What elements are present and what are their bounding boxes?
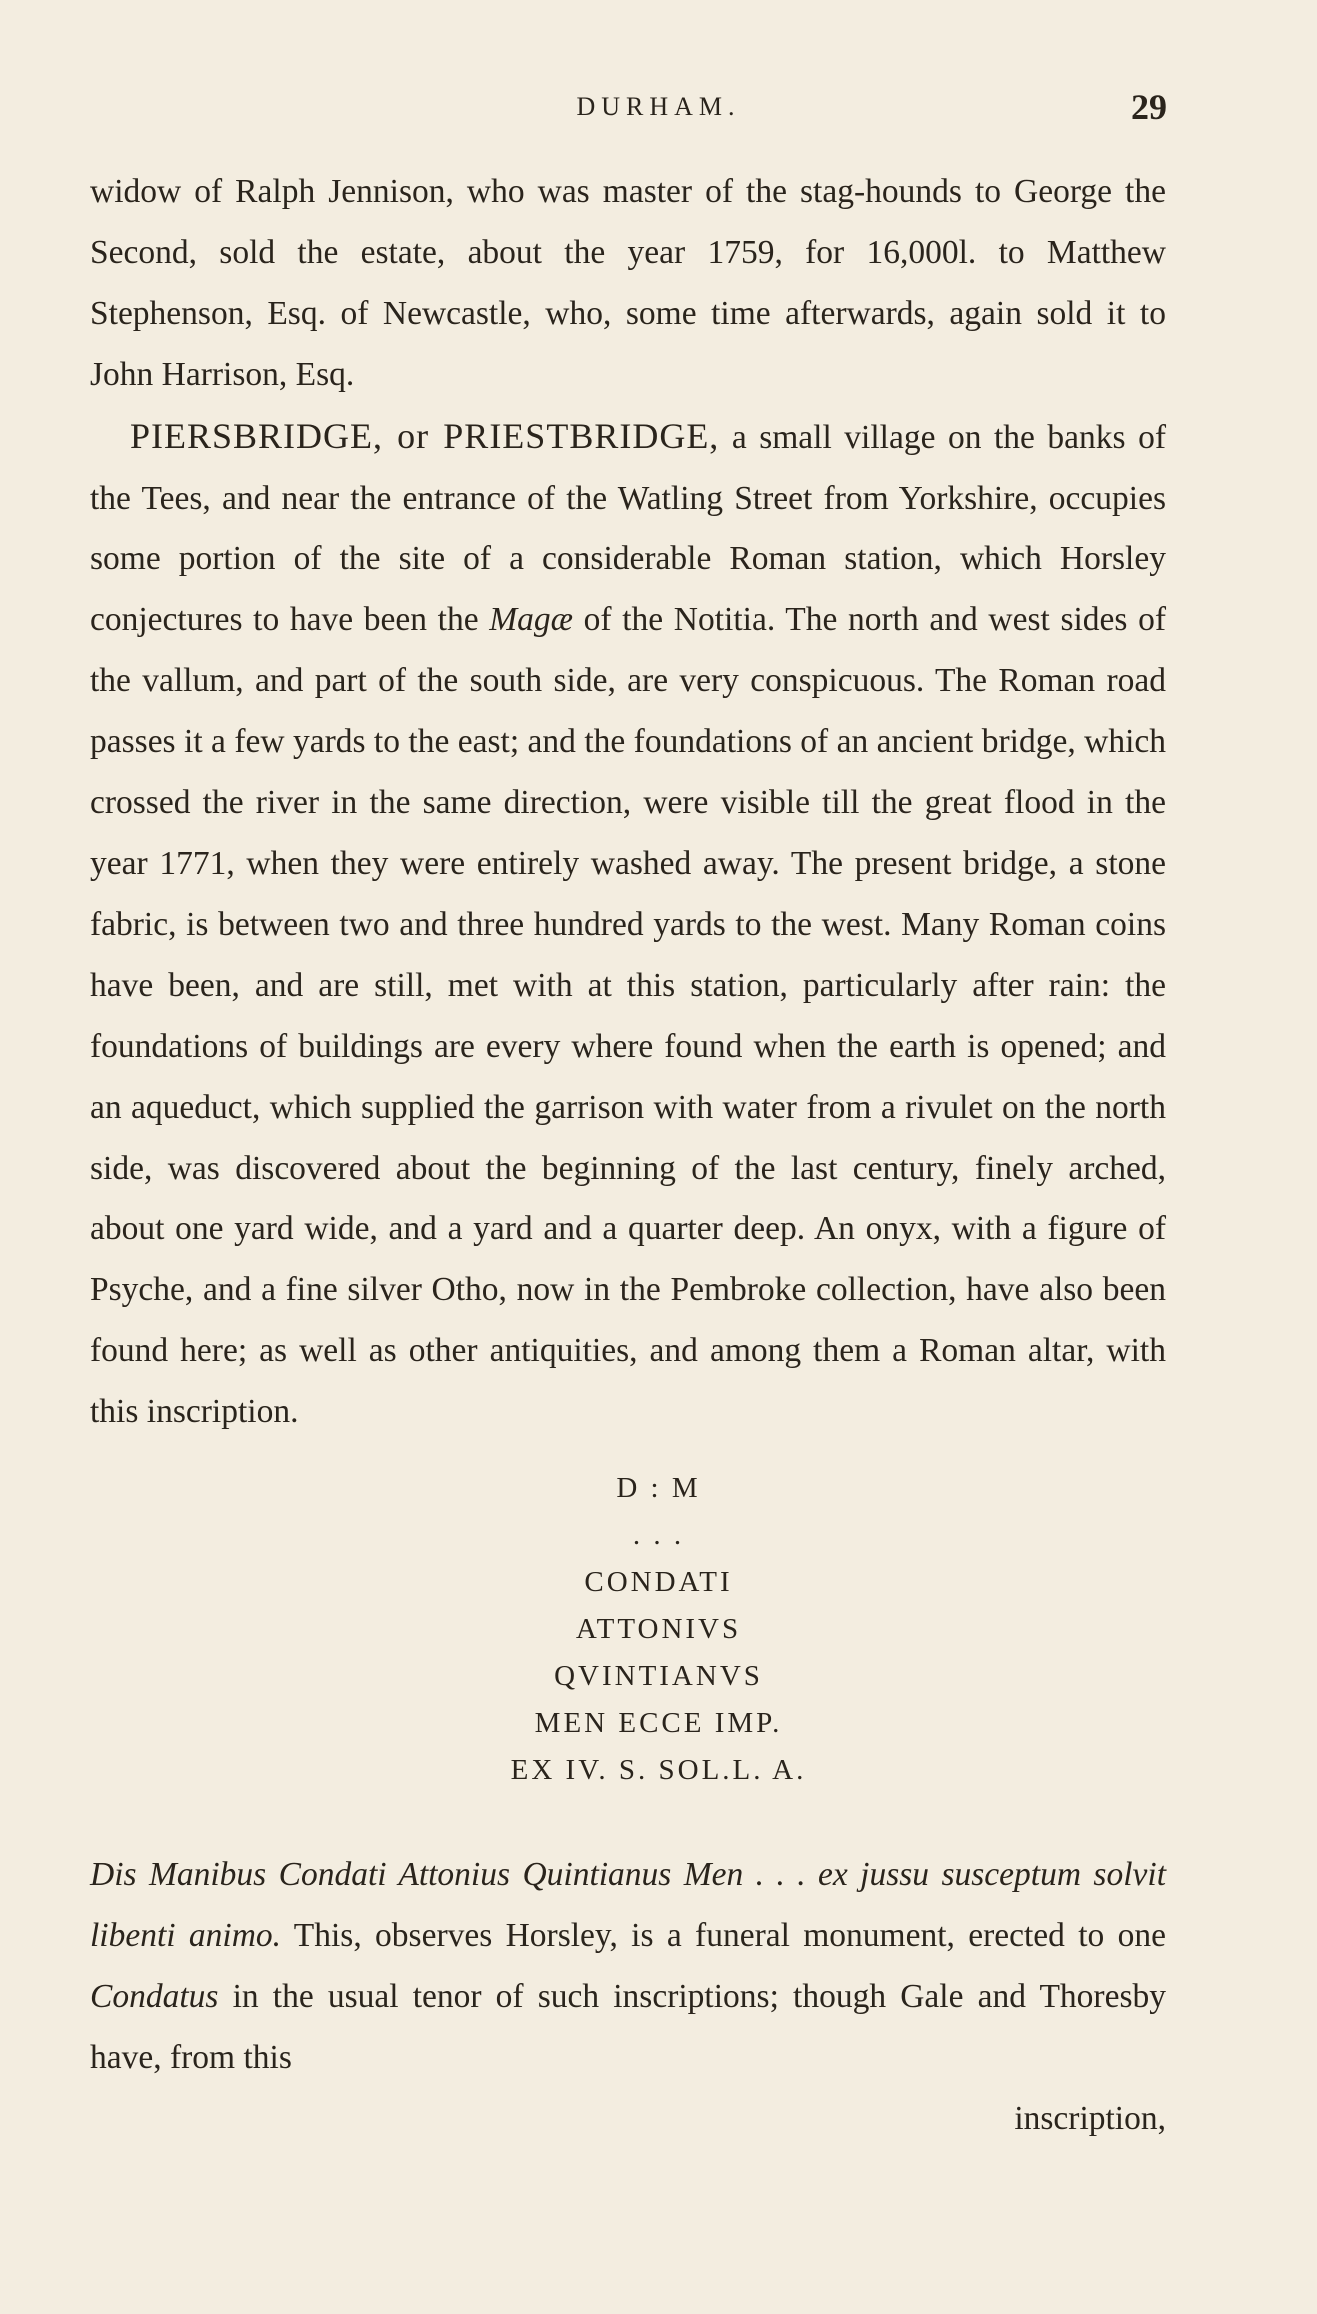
inscription-line: MEN ECCE IMP. — [534, 1707, 783, 1739]
maga-term: Magæ — [489, 601, 574, 639]
inscription-line: D : M — [616, 1472, 701, 1504]
catchword: inscription, — [1014, 2099, 1166, 2137]
condatus-name: Condatus — [90, 1977, 219, 2015]
latin-expansion: Dis Manibus Condati Attonius Quintianus Men . . . ex jussu susceptum solvit libenti animo. — [90, 1856, 1166, 1954]
inscription-line: QVINTIANVS — [554, 1660, 763, 1692]
body-text — [90, 162, 1166, 1443]
paragraph-1: widow of Ralph Jennison, who was master of the stag-hounds to George the Second, sold the estate, about the year 1759, for 16,000l. to Matthew Stephenson, Esq. of Newcastle, who, some time afterwards, again sold it to John Harrison, Esq. — [90, 173, 1166, 393]
inscription-line: . . . — [632, 1519, 685, 1551]
page-header — [0, 86, 1317, 126]
inscription-line: EX IV. S. SOL.L. A. — [510, 1754, 807, 1786]
paragraph-3-text-a: This, observes Horsley, is a funeral monument, erected to one — [281, 1916, 1166, 1954]
running-head: DURHAM. — [576, 92, 741, 121]
inscription-line: CONDATI — [584, 1566, 733, 1598]
paragraph-2-text-b: of the Notitia. The north and west sides of the vallum, and part of the south side, are very conspicuous. The Roman road passes it a few yards to the east; and the foundations of an ancient bridge, which crossed the river in the same direction, were visible till the great flood in the year 1771, when they were entirely washed away. The present bridge, a stone fabric, is between two and three hundred yards to the west. Many Roman coins have been, and are still, met with at this station, particularly after rain: the foundations of buildings are every where found when the earth is opened; and an aqueduct, which supplied the garrison with water from a rivulet on the north side, was discovered about the beginning of the last century, finely arched, about one yard wide, and a yard and a quarter deep. An onyx, with a figure of Psyche, and a fine silver Otho, now in the Pembroke collection, have also been found here; as well as other antiquities, and among them a Roman altar, with this inscription. — [90, 601, 1167, 1431]
inscription-line: ATTONIVS — [575, 1613, 742, 1645]
page-number: 29 — [1131, 87, 1167, 127]
place-name-heading: PIERSBRIDGE, or PRIESTBRIDGE, — [130, 415, 720, 456]
paragraph-2 — [90, 406, 1166, 1443]
paragraph-2-text-a: a small village on the banks of the Tees, and near the entrance of the Watling Street from Yorkshire, occupies some portion of the site of a considerable Roman station, which Horsley conjectures to have been the — [90, 418, 1166, 639]
paragraph-3 — [90, 1845, 1166, 2089]
paragraph-3-text-b: in the usual tenor of such inscriptions; though Gale and Thoresby have, from this — [90, 1977, 1166, 2076]
roman-inscription — [0, 1465, 1317, 1794]
inscription-commentary — [90, 1845, 1166, 2150]
